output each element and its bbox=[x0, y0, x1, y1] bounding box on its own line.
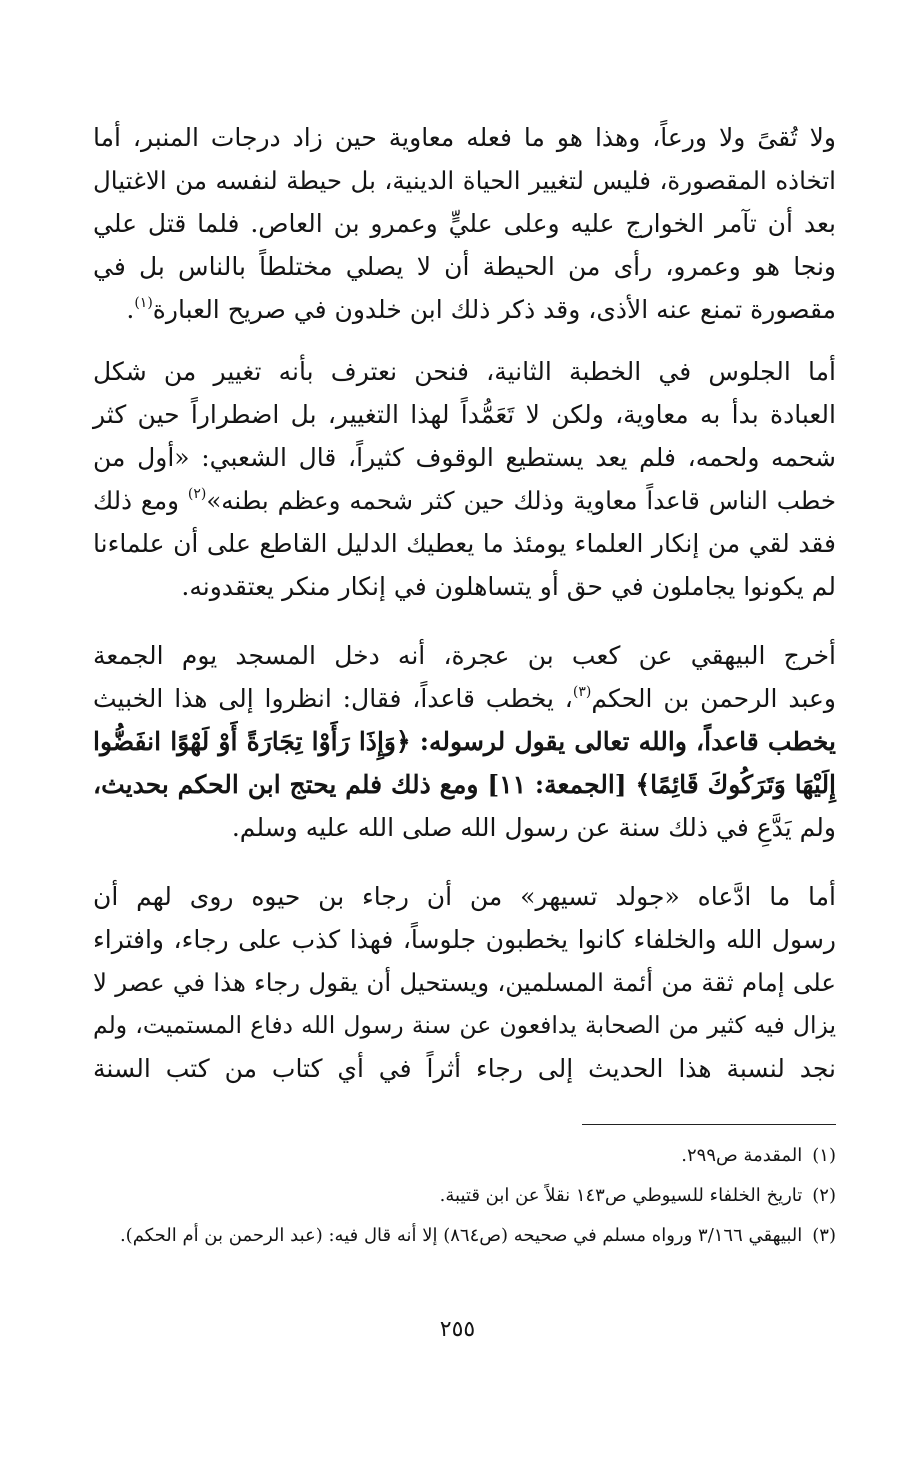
paragraph-1 bbox=[93, 116, 836, 331]
footnote-divider bbox=[582, 1124, 836, 1125]
text-line-quran: يخطب قاعداً، والله تعالى يقول لرسوله: ﴿وَإِذَا رَأَوْا تِجَارَةً أَوْ لَهْوًا انفَضُّوا bbox=[93, 727, 836, 756]
text-line: ونجا هو وعمرو، رأى من الحيطة أن لا يصلي مختلطاً بالناس بل في bbox=[93, 252, 836, 281]
footnote-text: البيهقي ٣/١٦٦ ورواه مسلم في صحيحه (ص٨٦٤) إلا أنه قال فيه: (عبد الرحمن بن أم الحكم). bbox=[119, 1225, 803, 1246]
text-line: ولم يَدَّعِ في ذلك سنة عن رسول الله صلى الله عليه وسلم. bbox=[231, 813, 836, 842]
text-line bbox=[93, 479, 836, 522]
text-line: يزال فيه كثير من الصحابة يدافعون عن سنة رسول الله دفاع المستميت، ولم bbox=[93, 1011, 836, 1039]
page-number: ٢٥٥ bbox=[439, 1317, 476, 1342]
footnote-text: تاريخ الخلفاء للسيوطي ص١٤٣ نقلاً عن ابن قتيبة. bbox=[439, 1185, 803, 1206]
text-line: على إمام ثقة من أئمة المسلمين، ويستحيل أن يقول رجاء هذا في عصر لا bbox=[93, 968, 836, 997]
text-line: اتخاذه المقصورة، فليس لتغيير الحياة الدينية، بل حيطة لنفسه من الاغتيال bbox=[93, 166, 836, 195]
footnote-number: (٣) bbox=[812, 1225, 836, 1246]
text-segment: ، يخطب قاعداً، فقال: انظروا إلى هذا الخبيث bbox=[93, 684, 573, 713]
footnote-number: (١) bbox=[812, 1145, 836, 1166]
text-line bbox=[93, 677, 836, 720]
footnote-number: (٢) bbox=[812, 1185, 836, 1206]
footnote-ref[interactable]: (٣) bbox=[572, 683, 592, 700]
text-line: نجد لنسبة هذا الحديث إلى رجاء أثراً في أي كتاب من كتب السنة bbox=[93, 1054, 836, 1083]
text-segment: خطب الناس قاعداً معاوية وذلك حين كثر شحمه وعظم بطنه» bbox=[206, 486, 837, 515]
footnote-ref[interactable]: (٢) bbox=[187, 485, 207, 502]
text-line bbox=[93, 288, 836, 331]
text-segment: . bbox=[126, 295, 135, 324]
paragraph-4 bbox=[93, 875, 836, 1090]
text-line: لم يكونوا يجاملون في حق أو يتساهلون في إنكار منكر يعتقدونه. bbox=[181, 572, 836, 601]
text-segment: وعبد الرحمن بن الحكم bbox=[591, 684, 836, 713]
paragraph-3 bbox=[93, 634, 836, 849]
text-line: العبادة بدأ به معاوية، ولكن لا تَعَمُّداً لهذا التغيير، بل اضطراراً حين كثر bbox=[93, 400, 836, 429]
footnote-3 bbox=[93, 1220, 836, 1251]
text-line: أما ما ادَّعاه «جولد تسيهر» من أن رجاء بن حيوه روى لهم أن bbox=[93, 882, 836, 911]
text-line: رسول الله والخلفاء كانوا يخطبون جلوساً، فهذا كذب على رجاء، وافتراء bbox=[93, 925, 836, 954]
footnote-ref[interactable]: (١) bbox=[134, 294, 153, 311]
text-line: شحمه ولحمه، فلم يعد يستطيع الوقوف كثيراً، قال الشعبي: «أول من bbox=[93, 443, 836, 472]
paragraph-2 bbox=[93, 350, 836, 608]
text-segment: مقصورة تمنع عنه الأذى، وقد ذكر ذلك ابن خلدون في صريح العبارة bbox=[152, 295, 836, 324]
text-line: بعد أن تآمر الخوارج عليه وعلى عليٍّ وعمرو بن العاص. فلما قتل علي bbox=[93, 209, 836, 238]
text-line: فقد لقي من إنكار العلماء يومئذ ما يعطيك الدليل القاطع على أن علماءنا bbox=[93, 529, 836, 558]
footnote-2 bbox=[93, 1180, 836, 1211]
text-line: أخرج البيهقي عن كعب بن عجرة، أنه دخل المسجد يوم الجمعة bbox=[93, 641, 836, 670]
footnote-1 bbox=[93, 1140, 836, 1171]
text-line: ولا تُقىً ولا ورعاً، وهذا هو ما فعله معاوية حين زاد درجات المنبر، أما bbox=[93, 123, 836, 152]
text-line-quran: إِلَيْهَا وَتَرَكُوكَ قَائِمًا﴾ [الجمعة: ١١] ومع ذلك فلم يحتج ابن الحكم بحديث، bbox=[93, 770, 837, 799]
footnote-text: المقدمة ص٢٩٩. bbox=[681, 1145, 803, 1166]
text-segment: ومع ذلك bbox=[93, 486, 188, 515]
text-line: أما الجلوس في الخطبة الثانية، فنحن نعترف بأنه تغيير من شكل bbox=[93, 357, 836, 386]
